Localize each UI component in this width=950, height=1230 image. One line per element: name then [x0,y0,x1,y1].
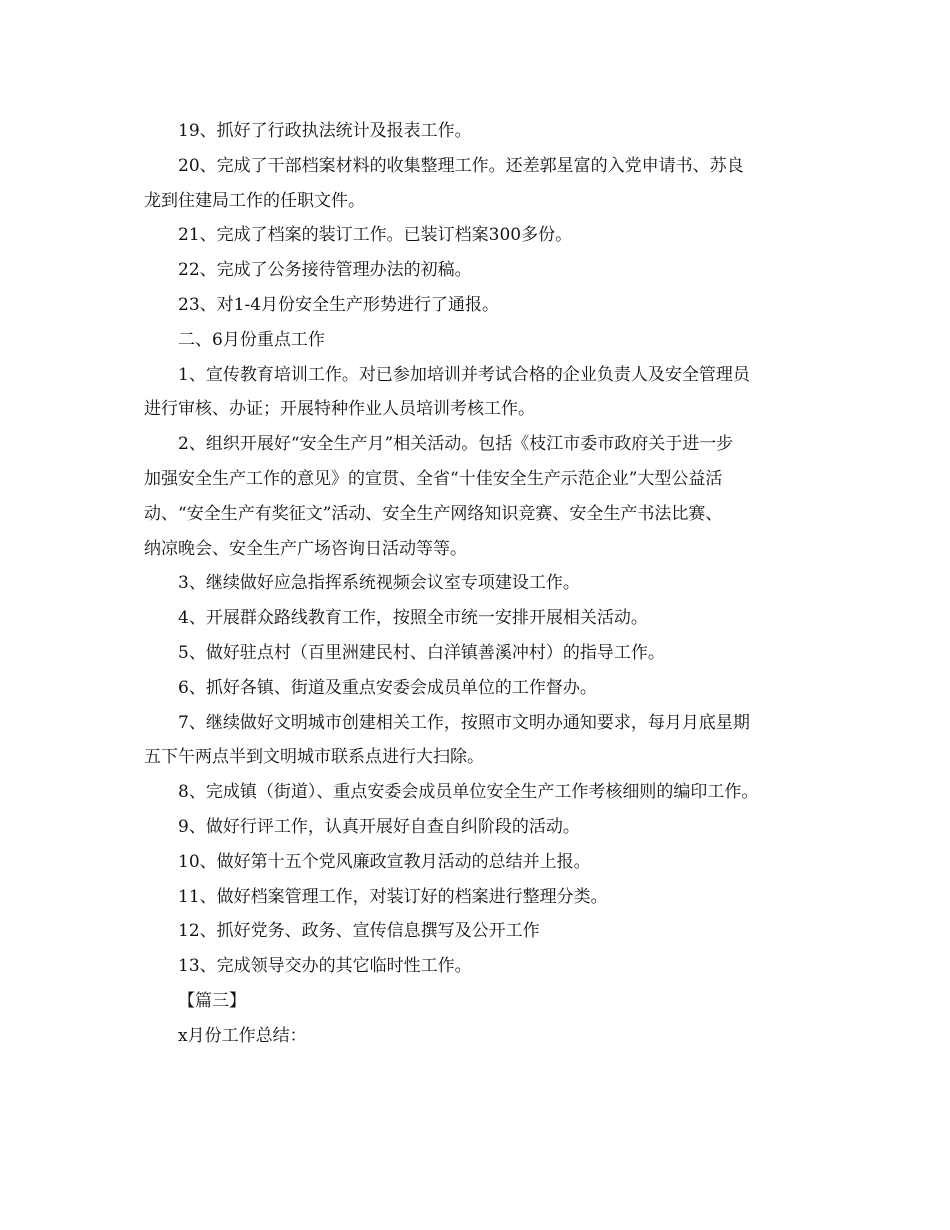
paragraph-line: 龙到住建局工作的任职文件。 [144,190,365,211]
paragraph-line: 3、继续做好应急指挥系统视频会议室专项建设工作。 [178,573,580,594]
paragraph-line: 动、“安全生产有奖征文”活动、安全生产网络知识竞赛、安全生产书法比赛、 [144,503,723,524]
paragraph-line: 4、开展群众路线教育工作，按照全市统一安排开展相关活动。 [178,608,648,629]
paragraph-line: 5、做好驻点村（百里洲建民村、白洋镇善溪冲村）的指导工作。 [178,642,665,663]
paragraph-line: 6、抓好各镇、街道及重点安委会成员单位的工作督办。 [178,677,597,698]
paragraph-line: 8、完成镇（街道）、重点安委会成员单位安全生产工作考核细则的编印工作。 [178,782,759,803]
paragraph-line: 23、对1-4月份安全生产形势进行了通报。 [178,294,500,315]
paragraph-line: 进行审核、办证；开展特种作业人员培训考核工作。 [144,399,535,420]
paragraph-line: 2、组织开展好“安全生产月”相关活动。包括《枝江市委市政府关于进一步 [178,434,734,455]
paragraph-line: 加强安全生产工作的意见》的宣贯、全省“十佳安全生产示范企业”大型公益活 [144,468,723,489]
paragraph-line: 1、宣传教育培训工作。对已参加培训并考试合格的企业负责人及安全管理员 [178,364,750,385]
paragraph-line: 10、做好第十五个党风廉政宣教月活动的总结并上报。 [178,851,591,872]
paragraph-line: 20、完成了干部档案材料的收集整理工作。还差郭星富的入党申请书、苏良 [178,155,744,176]
document-body [144,114,824,1054]
paragraph-line: 19、抓好了行政执法统计及报表工作。 [178,121,472,141]
paragraph-line: 11、做好档案管理工作，对装订好的档案进行整理分类。 [178,886,608,907]
paragraph-line: 9、做好行评工作，认真开展好自查自纠阶段的活动。 [178,816,580,837]
paragraph-line: 五下午两点半到文明城市联系点进行大扫除。 [144,747,484,768]
paragraph-line: 13、完成领导交办的其它临时性工作。 [178,956,472,977]
paragraph-line: 21、完成了档案的装订工作。已装订档案300多份。 [178,225,573,246]
paragraph-line: 纳凉晚会、安全生产广场咨询日活动等等。 [144,538,467,559]
section-heading: 【篇三】 [178,990,246,1011]
section-heading: 二、6月份重点工作 [178,329,325,350]
paragraph-line: 22、完成了公务接待管理办法的初稿。 [178,260,472,281]
paragraph-line: 12、抓好党务、政务、宣传信息撰写及公开工作 [178,921,540,942]
paragraph-line: 7、继续做好文明城市创建相关工作，按照市文明办通知要求，每月月底星期 [178,712,750,733]
section-heading: x月份工作总结： [178,1025,307,1046]
